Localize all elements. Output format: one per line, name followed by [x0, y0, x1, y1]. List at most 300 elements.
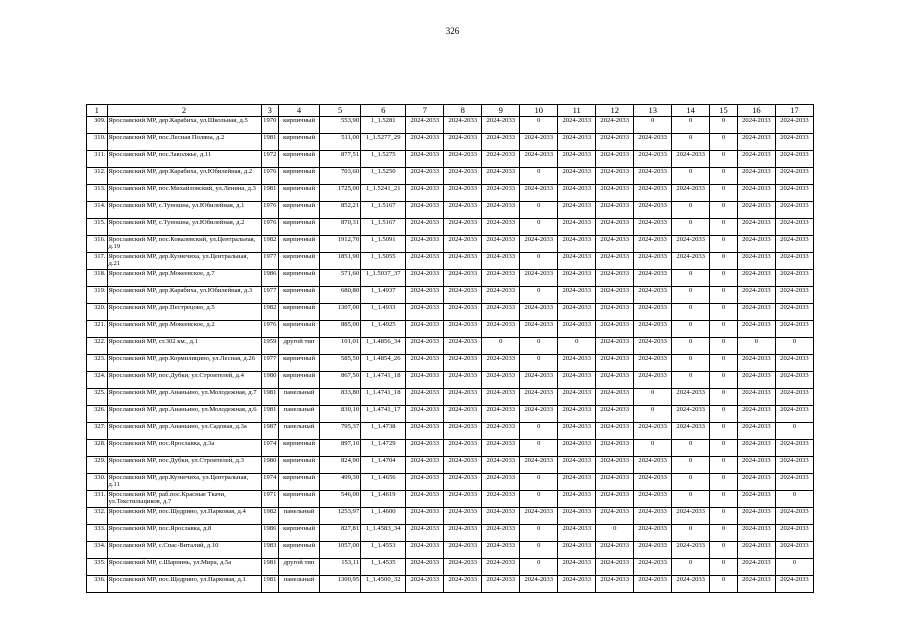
table-cell: 2024-2033: [482, 474, 520, 491]
table-cell: 2024-2033: [482, 406, 520, 423]
table-cell: 2024-2033: [444, 491, 482, 508]
table-cell: 1981: [261, 185, 278, 202]
table-cell: 2024-2033: [634, 185, 672, 202]
table-cell: 1980: [261, 457, 278, 474]
table-cell: 2024-2033: [520, 236, 558, 253]
table-cell: 2024-2033: [775, 457, 813, 474]
table-cell: 1_1.4704: [361, 457, 406, 474]
table-cell: 703,60: [320, 168, 361, 185]
table-cell: 2024-2033: [406, 525, 444, 542]
table-cell: 0: [672, 287, 710, 304]
table-cell: 0: [672, 372, 710, 389]
table-cell: Ярославский МР, пос.Ковалевский, ул.Центральная, д.19: [107, 236, 261, 253]
table-cell: 2024-2033: [520, 389, 558, 406]
table-cell: 2024-2033: [634, 559, 672, 576]
column-header: 17: [775, 105, 813, 117]
table-cell: 329.: [87, 457, 108, 474]
table-cell: 2024-2033: [634, 423, 672, 440]
table-cell: 1981: [261, 559, 278, 576]
table-cell: 0: [710, 457, 738, 474]
table-cell: 2024-2033: [444, 559, 482, 576]
table-cell: 0: [520, 219, 558, 236]
table-cell: 2024-2033: [737, 372, 775, 389]
table-cell: 2024-2033: [558, 406, 596, 423]
table-cell: 2024-2033: [737, 406, 775, 423]
table-cell: 1_1.4729: [361, 440, 406, 457]
table-cell: 2024-2033: [482, 236, 520, 253]
table-cell: 0: [520, 338, 558, 355]
table-cell: 2024-2033: [406, 491, 444, 508]
table-cell: 2024-2033: [672, 253, 710, 270]
table-cell: 824,90: [320, 457, 361, 474]
column-header: 4: [279, 105, 320, 117]
table-cell: 2024-2033: [558, 576, 596, 593]
table-cell: 2024-2033: [520, 457, 558, 474]
table-cell: 0: [520, 559, 558, 576]
table-cell: 1_1.4741_18: [361, 389, 406, 406]
table-cell: 2024-2033: [775, 389, 813, 406]
table-cell: 0: [596, 525, 634, 542]
table-cell: кирпичный: [279, 117, 320, 134]
table-cell: Ярославский МР, пос.Заволжье, д.11: [107, 151, 261, 168]
table-cell: 1981: [261, 134, 278, 151]
column-header: 2: [107, 105, 261, 117]
table-cell: 2024-2033: [558, 168, 596, 185]
table-cell: 322.: [87, 338, 108, 355]
table-cell: 2024-2033: [737, 355, 775, 372]
table-cell: 2024-2033: [596, 219, 634, 236]
table-cell: 867,50: [320, 372, 361, 389]
table-cell: 1057,00: [320, 542, 361, 559]
table-cell: кирпичный: [279, 304, 320, 321]
column-header: 11: [558, 105, 596, 117]
table-cell: 0: [737, 338, 775, 355]
header-row: [87, 105, 814, 117]
table-cell: 1976: [261, 202, 278, 219]
table-cell: 2024-2033: [444, 219, 482, 236]
table-cell: 2024-2033: [482, 525, 520, 542]
table-cell: 2024-2033: [406, 253, 444, 270]
table-cell: 2024-2033: [737, 151, 775, 168]
table-cell: 2024-2033: [672, 185, 710, 202]
table-cell: 2024-2033: [482, 559, 520, 576]
table-row: [87, 117, 814, 134]
table-cell: 2024-2033: [520, 321, 558, 338]
table-cell: 2024-2033: [482, 253, 520, 270]
table-cell: 2024-2033: [737, 321, 775, 338]
table-cell: 2024-2033: [482, 423, 520, 440]
table-cell: 870,31: [320, 219, 361, 236]
table-cell: Ярославский МР, с.Туношна, ул.Юбилейная, д.2: [107, 219, 261, 236]
table-cell: 2024-2033: [596, 185, 634, 202]
table-row: [87, 202, 814, 219]
table-cell: 2024-2033: [558, 508, 596, 525]
table-cell: 2024-2033: [406, 304, 444, 321]
table-cell: 2024-2033: [482, 389, 520, 406]
table-cell: 2024-2033: [775, 151, 813, 168]
table-cell: 2024-2033: [596, 423, 634, 440]
table-cell: панельный: [279, 406, 320, 423]
column-header: 8: [444, 105, 482, 117]
table-cell: 2024-2033: [444, 117, 482, 134]
table-cell: 2024-2033: [596, 389, 634, 406]
table-cell: 0: [520, 440, 558, 457]
table-cell: 1981: [261, 406, 278, 423]
table-cell: 0: [672, 457, 710, 474]
table-cell: 2024-2033: [775, 474, 813, 491]
table-cell: 327.: [87, 423, 108, 440]
table-cell: Ярославский МР, с.Спас-Виталий, д.10: [107, 542, 261, 559]
table-cell: 680,80: [320, 287, 361, 304]
table-cell: 309.: [87, 117, 108, 134]
table-cell: 2024-2033: [596, 134, 634, 151]
table-cell: 335.: [87, 559, 108, 576]
table-cell: 0: [710, 542, 738, 559]
table-cell: 2024-2033: [596, 304, 634, 321]
table-cell: Ярославский МР, пос.Лесная Поляна, д.2: [107, 134, 261, 151]
table-row: [87, 389, 814, 406]
table-cell: 2024-2033: [596, 576, 634, 593]
table-cell: 2024-2033: [775, 185, 813, 202]
table-cell: 320.: [87, 304, 108, 321]
table-cell: 852,21: [320, 202, 361, 219]
table-cell: 2024-2033: [558, 491, 596, 508]
table-cell: 2024-2033: [737, 440, 775, 457]
table-row: [87, 474, 814, 491]
table-cell: 0: [520, 525, 558, 542]
table-cell: 2024-2033: [737, 304, 775, 321]
table-cell: 2024-2033: [520, 151, 558, 168]
table-cell: 2024-2033: [634, 151, 672, 168]
table-cell: 2024-2033: [737, 389, 775, 406]
table-cell: 0: [710, 236, 738, 253]
table-cell: кирпичный: [279, 270, 320, 287]
table-cell: 2024-2033: [444, 457, 482, 474]
table-cell: 2024-2033: [482, 151, 520, 168]
table-cell: 2024-2033: [482, 576, 520, 593]
table-cell: Ярославский МР, дер.Кормилицино, ул.Лесная, д.26: [107, 355, 261, 372]
table-cell: кирпичный: [279, 219, 320, 236]
table-cell: 2024-2033: [444, 406, 482, 423]
table-cell: 1912,70: [320, 236, 361, 253]
table-cell: 1986: [261, 525, 278, 542]
table-cell: 2024-2033: [737, 423, 775, 440]
table-cell: 2024-2033: [444, 525, 482, 542]
table-cell: 2024-2033: [596, 542, 634, 559]
table-cell: 0: [672, 491, 710, 508]
table-cell: Ярославский МР, дер.Карабиха, ул.Школьная, д.5: [107, 117, 261, 134]
table-cell: 0: [634, 440, 672, 457]
table-row: [87, 236, 814, 253]
table-cell: 2024-2033: [406, 372, 444, 389]
table-cell: 2024-2033: [558, 117, 596, 134]
table-cell: кирпичный: [279, 525, 320, 542]
table-cell: 2024-2033: [406, 185, 444, 202]
table-cell: 2024-2033: [406, 117, 444, 134]
column-header: 10: [520, 105, 558, 117]
table-cell: 310.: [87, 134, 108, 151]
table-cell: 0: [482, 338, 520, 355]
table-cell: 2024-2033: [558, 423, 596, 440]
table-cell: 2024-2033: [775, 321, 813, 338]
table-cell: 0: [520, 542, 558, 559]
table-cell: 833,80: [320, 389, 361, 406]
table-cell: 2024-2033: [775, 236, 813, 253]
table-cell: 2024-2033: [406, 355, 444, 372]
table-cell: 0: [710, 525, 738, 542]
table-cell: 2024-2033: [737, 219, 775, 236]
table-cell: 1_1.4500_32: [361, 576, 406, 593]
table-cell: 1980: [261, 372, 278, 389]
table-cell: 0: [775, 423, 813, 440]
table-cell: 885,00: [320, 321, 361, 338]
table-cell: 2024-2033: [482, 321, 520, 338]
table-cell: 2024-2033: [737, 491, 775, 508]
table-cell: Ярославский МР, с.Шарнинь, ул.Мира, д.5а: [107, 559, 261, 576]
table-row: [87, 525, 814, 542]
table-cell: 1986: [261, 270, 278, 287]
table-cell: 2024-2033: [406, 389, 444, 406]
table-cell: 0: [634, 389, 672, 406]
table-row: [87, 338, 814, 355]
table-cell: 2024-2033: [672, 423, 710, 440]
table-row: [87, 406, 814, 423]
table-cell: 2024-2033: [634, 168, 672, 185]
table-cell: кирпичный: [279, 287, 320, 304]
table-cell: 1976: [261, 168, 278, 185]
table-cell: 2024-2033: [634, 355, 672, 372]
table-cell: 1_1.4741_17: [361, 406, 406, 423]
table-cell: 0: [710, 168, 738, 185]
table-cell: 2024-2033: [634, 304, 672, 321]
table-cell: 2024-2033: [775, 576, 813, 593]
table-cell: 0: [710, 151, 738, 168]
table-cell: Ярославский МР, дер.Ананьино, ул.Молодежная, д.7: [107, 389, 261, 406]
table-cell: 1_1.4854_26: [361, 355, 406, 372]
table-row: [87, 287, 814, 304]
table-cell: 328.: [87, 440, 108, 457]
table-cell: 0: [775, 338, 813, 355]
table-cell: 2024-2033: [444, 423, 482, 440]
table-cell: 2024-2033: [737, 117, 775, 134]
table-cell: 2024-2033: [482, 168, 520, 185]
table-cell: 1977: [261, 287, 278, 304]
table-cell: 1981: [261, 389, 278, 406]
table-cell: 2024-2033: [406, 151, 444, 168]
table-cell: 2024-2033: [482, 134, 520, 151]
table-cell: 313.: [87, 185, 108, 202]
table-cell: 2024-2033: [672, 576, 710, 593]
table-cell: 2024-2033: [558, 151, 596, 168]
table-cell: 2024-2033: [444, 185, 482, 202]
table-cell: 323.: [87, 355, 108, 372]
table-cell: 2024-2033: [775, 287, 813, 304]
column-header: 15: [710, 105, 738, 117]
table-cell: 1_1.4738: [361, 423, 406, 440]
table-cell: 2024-2033: [634, 321, 672, 338]
table-cell: 2024-2033: [558, 440, 596, 457]
table-cell: 1_1.4583_34: [361, 525, 406, 542]
column-header: 7: [406, 105, 444, 117]
table-cell: 2024-2033: [482, 117, 520, 134]
table-cell: 0: [710, 559, 738, 576]
table-cell: 2024-2033: [406, 542, 444, 559]
table-cell: 2024-2033: [672, 508, 710, 525]
table-cell: 319.: [87, 287, 108, 304]
table-cell: 2024-2033: [634, 253, 672, 270]
table-cell: 2024-2033: [596, 236, 634, 253]
housing-table: [86, 104, 814, 593]
table-cell: 2024-2033: [596, 372, 634, 389]
table-cell: 2024-2033: [672, 389, 710, 406]
table-cell: 2024-2033: [406, 236, 444, 253]
table-cell: 2024-2033: [558, 253, 596, 270]
table-cell: 2024-2033: [444, 474, 482, 491]
column-header: 5: [320, 105, 361, 117]
table-cell: 2024-2033: [775, 168, 813, 185]
table-cell: Ярославский МР, дер.Мокеевское, д.2: [107, 321, 261, 338]
table-cell: 2024-2033: [406, 134, 444, 151]
table-cell: 0: [672, 525, 710, 542]
table-cell: 0: [710, 338, 738, 355]
table-cell: 2024-2033: [737, 202, 775, 219]
table-cell: 1_1.4553: [361, 542, 406, 559]
table-cell: 0: [710, 304, 738, 321]
table-cell: кирпичный: [279, 151, 320, 168]
table-cell: 571,60: [320, 270, 361, 287]
column-header: 3: [261, 105, 278, 117]
table-cell: кирпичный: [279, 185, 320, 202]
table-cell: 1_1.5250: [361, 168, 406, 185]
table-cell: 1_1.4741_18: [361, 372, 406, 389]
table-cell: 2024-2033: [406, 508, 444, 525]
table-cell: 2024-2033: [634, 525, 672, 542]
table-cell: 2024-2033: [406, 457, 444, 474]
table-cell: 321.: [87, 321, 108, 338]
table-cell: 2024-2033: [775, 355, 813, 372]
table-cell: 1972: [261, 151, 278, 168]
table-cell: 2024-2033: [406, 576, 444, 593]
table-cell: 2024-2033: [672, 542, 710, 559]
table-cell: 2024-2033: [634, 202, 672, 219]
table-cell: 585,50: [320, 355, 361, 372]
table-cell: 2024-2033: [634, 134, 672, 151]
table-cell: 2024-2033: [775, 525, 813, 542]
table-cell: 2024-2033: [558, 372, 596, 389]
table-cell: 2024-2033: [482, 304, 520, 321]
table-cell: 2024-2033: [406, 219, 444, 236]
table-cell: 0: [710, 287, 738, 304]
table-cell: 1_1.5091: [361, 236, 406, 253]
table-cell: 2024-2033: [596, 287, 634, 304]
table-cell: 0: [672, 270, 710, 287]
table-cell: 2024-2033: [596, 491, 634, 508]
table-cell: 0: [672, 219, 710, 236]
table-cell: 2024-2033: [558, 185, 596, 202]
table-row: [87, 491, 814, 508]
table-cell: 2024-2033: [558, 559, 596, 576]
table-cell: 2024-2033: [634, 542, 672, 559]
table-cell: 1_1.5275: [361, 151, 406, 168]
table-cell: 2024-2033: [737, 525, 775, 542]
table-cell: Ярославский МР, дер.Кузнечиха, ул.Центральная, д.11: [107, 474, 261, 491]
table-cell: 2024-2033: [596, 406, 634, 423]
table-cell: 2024-2033: [444, 576, 482, 593]
table-cell: 2024-2033: [596, 440, 634, 457]
table-cell: 2024-2033: [596, 338, 634, 355]
table-cell: 2024-2033: [444, 270, 482, 287]
table-cell: 2024-2033: [596, 355, 634, 372]
table-cell: 0: [710, 474, 738, 491]
table-row: [87, 321, 814, 338]
table-cell: 553,90: [320, 117, 361, 134]
table-cell: 2024-2033: [520, 372, 558, 389]
table-cell: 0: [520, 117, 558, 134]
table-row: [87, 185, 814, 202]
table-cell: 0: [775, 559, 813, 576]
table-cell: 2024-2033: [444, 389, 482, 406]
table-cell: 2024-2033: [406, 559, 444, 576]
table-cell: 2024-2033: [558, 542, 596, 559]
table-cell: 101,01: [320, 338, 361, 355]
table-cell: 1981: [261, 576, 278, 593]
table-cell: 2024-2033: [482, 372, 520, 389]
table-cell: 2024-2033: [444, 355, 482, 372]
table-cell: 0: [672, 202, 710, 219]
table-cell: 0: [710, 423, 738, 440]
table-cell: 1959: [261, 338, 278, 355]
table-cell: 2024-2033: [482, 440, 520, 457]
table-cell: 2024-2033: [444, 440, 482, 457]
table-cell: 0: [672, 559, 710, 576]
column-header: 16: [737, 105, 775, 117]
table-cell: 2024-2033: [558, 304, 596, 321]
table-cell: 2024-2033: [775, 270, 813, 287]
table-cell: 2024-2033: [406, 406, 444, 423]
table-cell: Ярославский МР, дер.Карабиха, ул.Юбилейная, д.3: [107, 287, 261, 304]
table-cell: панельный: [279, 423, 320, 440]
table-cell: 1_1.4937: [361, 287, 406, 304]
table-cell: 1253,97: [320, 508, 361, 525]
table-cell: 1976: [261, 321, 278, 338]
table-cell: 0: [710, 321, 738, 338]
table-cell: 0: [710, 202, 738, 219]
table-cell: 795,37: [320, 423, 361, 440]
table-cell: 2024-2033: [558, 321, 596, 338]
table-cell: 2024-2033: [482, 270, 520, 287]
table-cell: 2024-2033: [775, 372, 813, 389]
table-cell: 2024-2033: [444, 168, 482, 185]
table-cell: 2024-2033: [406, 270, 444, 287]
table-cell: 312.: [87, 168, 108, 185]
table-cell: 2024-2033: [444, 253, 482, 270]
table-cell: Ярославский МР, пос.Михайловский, ул.Ленина, д.3: [107, 185, 261, 202]
table-cell: 2024-2033: [737, 542, 775, 559]
table-cell: 2024-2033: [596, 253, 634, 270]
table-cell: 2024-2033: [775, 117, 813, 134]
table-cell: 830,10: [320, 406, 361, 423]
table-cell: Ярославский МР, пос.Щедрино, ул.Парковая, д.4: [107, 508, 261, 525]
table-cell: 897,10: [320, 440, 361, 457]
table-cell: 2024-2033: [737, 576, 775, 593]
table-cell: 2024-2033: [558, 525, 596, 542]
table-cell: 1974: [261, 440, 278, 457]
table-cell: кирпичный: [279, 457, 320, 474]
column-header: 9: [482, 105, 520, 117]
table-cell: 2024-2033: [558, 389, 596, 406]
table-cell: 325.: [87, 389, 108, 406]
table-cell: 2024-2033: [737, 508, 775, 525]
